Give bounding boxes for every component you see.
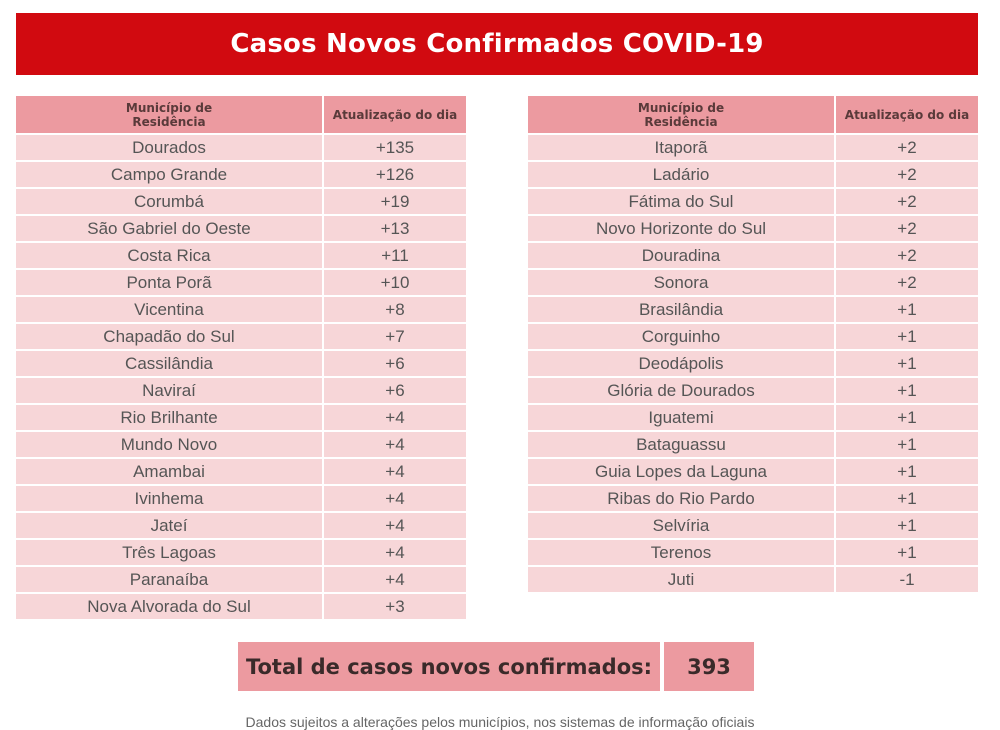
table-row <box>528 135 978 160</box>
right-table-body <box>528 135 978 592</box>
table-row <box>16 270 466 295</box>
atualizacao-cell: +2 <box>836 162 978 187</box>
municipio-cell: Bataguassu <box>528 432 834 457</box>
municipio-cell: Iguatemi <box>528 405 834 430</box>
table-header-row <box>16 96 466 133</box>
municipio-cell: Nova Alvorada do Sul <box>16 594 322 619</box>
table-row <box>16 216 466 241</box>
municipio-cell: Jateí <box>16 513 322 538</box>
header-municipio: Município de Residência <box>16 96 322 133</box>
table-row <box>16 324 466 349</box>
municipio-cell: Chapadão do Sul <box>16 324 322 349</box>
footnote: Dados sujeitos a alterações pelos municípios, nos sistemas de informação oficiais <box>245 714 755 730</box>
table-row <box>528 351 978 376</box>
atualizacao-cell: +6 <box>324 378 466 403</box>
atualizacao-cell: +4 <box>324 459 466 484</box>
atualizacao-cell: +10 <box>324 270 466 295</box>
atualizacao-cell: +11 <box>324 243 466 268</box>
table-row <box>528 243 978 268</box>
table-row <box>528 540 978 565</box>
table-row <box>16 351 466 376</box>
table-row <box>16 135 466 160</box>
municipio-cell: Dourados <box>16 135 322 160</box>
total-value: 393 <box>664 642 754 691</box>
municipio-cell: Costa Rica <box>16 243 322 268</box>
municipio-cell: Deodápolis <box>528 351 834 376</box>
municipio-cell: Ponta Porã <box>16 270 322 295</box>
municipio-cell: Selvíria <box>528 513 834 538</box>
table-row <box>528 297 978 322</box>
municipio-cell: Paranaíba <box>16 567 322 592</box>
table-row <box>16 567 466 592</box>
header-atualizacao: Atualização do dia <box>324 96 466 133</box>
atualizacao-cell: +4 <box>324 513 466 538</box>
atualizacao-cell: +2 <box>836 270 978 295</box>
municipio-cell: Douradina <box>528 243 834 268</box>
municipio-cell: Corumbá <box>16 189 322 214</box>
table-row <box>528 432 978 457</box>
municipio-cell: Novo Horizonte do Sul <box>528 216 834 241</box>
table-row <box>16 405 466 430</box>
atualizacao-cell: +1 <box>836 351 978 376</box>
total-box <box>238 642 754 691</box>
header-municipio: Município de Residência <box>528 96 834 133</box>
atualizacao-cell: +135 <box>324 135 466 160</box>
atualizacao-cell: +2 <box>836 135 978 160</box>
table-row <box>16 594 466 619</box>
atualizacao-cell: +1 <box>836 378 978 403</box>
atualizacao-cell: +1 <box>836 405 978 430</box>
atualizacao-cell: +13 <box>324 216 466 241</box>
right-cases-table <box>526 94 980 594</box>
table-row <box>16 162 466 187</box>
table-header-row <box>528 96 978 133</box>
table-row <box>16 432 466 457</box>
table-row <box>528 567 978 592</box>
atualizacao-cell: +1 <box>836 297 978 322</box>
table-row <box>528 486 978 511</box>
atualizacao-cell: +3 <box>324 594 466 619</box>
municipio-cell: Ribas do Rio Pardo <box>528 486 834 511</box>
municipio-cell: Naviraí <box>16 378 322 403</box>
atualizacao-cell: +1 <box>836 432 978 457</box>
atualizacao-cell: +4 <box>324 405 466 430</box>
municipio-cell: Ladário <box>528 162 834 187</box>
table-row <box>528 378 978 403</box>
left-cases-table <box>14 94 468 621</box>
table-row <box>528 405 978 430</box>
table-row <box>16 486 466 511</box>
atualizacao-cell: +4 <box>324 567 466 592</box>
municipio-cell: Rio Brilhante <box>16 405 322 430</box>
atualizacao-cell: +1 <box>836 459 978 484</box>
table-row <box>16 378 466 403</box>
municipio-cell: Juti <box>528 567 834 592</box>
table-row <box>528 459 978 484</box>
municipio-cell: São Gabriel do Oeste <box>16 216 322 241</box>
table-row <box>528 324 978 349</box>
municipio-cell: Glória de Dourados <box>528 378 834 403</box>
municipio-cell: Brasilândia <box>528 297 834 322</box>
left-table-body <box>16 135 466 619</box>
atualizacao-cell: +2 <box>836 189 978 214</box>
atualizacao-cell: +2 <box>836 243 978 268</box>
table-row <box>16 297 466 322</box>
table-row <box>528 513 978 538</box>
municipio-cell: Cassilândia <box>16 351 322 376</box>
atualizacao-cell: +6 <box>324 351 466 376</box>
municipio-cell: Vicentina <box>16 297 322 322</box>
municipio-cell: Amambai <box>16 459 322 484</box>
municipio-cell: Itaporã <box>528 135 834 160</box>
municipio-cell: Guia Lopes da Laguna <box>528 459 834 484</box>
table-row <box>16 513 466 538</box>
atualizacao-cell: +2 <box>836 216 978 241</box>
header-atualizacao: Atualização do dia <box>836 96 978 133</box>
table-row <box>16 243 466 268</box>
atualizacao-cell: +1 <box>836 513 978 538</box>
table-row <box>528 216 978 241</box>
atualizacao-cell: +8 <box>324 297 466 322</box>
table-row <box>16 540 466 565</box>
table-row <box>16 459 466 484</box>
atualizacao-cell: +1 <box>836 486 978 511</box>
municipio-cell: Mundo Novo <box>16 432 322 457</box>
table-row <box>528 270 978 295</box>
atualizacao-cell: +19 <box>324 189 466 214</box>
total-label: Total de casos novos confirmados: <box>238 642 660 691</box>
table-row <box>528 189 978 214</box>
municipio-cell: Ivinhema <box>16 486 322 511</box>
atualizacao-cell: +4 <box>324 432 466 457</box>
table-row <box>528 162 978 187</box>
atualizacao-cell: -1 <box>836 567 978 592</box>
atualizacao-cell: +126 <box>324 162 466 187</box>
atualizacao-cell: +7 <box>324 324 466 349</box>
table-row <box>16 189 466 214</box>
municipio-cell: Três Lagoas <box>16 540 322 565</box>
municipio-cell: Sonora <box>528 270 834 295</box>
municipio-cell: Fátima do Sul <box>528 189 834 214</box>
atualizacao-cell: +4 <box>324 486 466 511</box>
municipio-cell: Terenos <box>528 540 834 565</box>
page-title: Casos Novos Confirmados COVID-19 <box>16 13 978 75</box>
atualizacao-cell: +1 <box>836 324 978 349</box>
atualizacao-cell: +1 <box>836 540 978 565</box>
municipio-cell: Corguinho <box>528 324 834 349</box>
atualizacao-cell: +4 <box>324 540 466 565</box>
municipio-cell: Campo Grande <box>16 162 322 187</box>
